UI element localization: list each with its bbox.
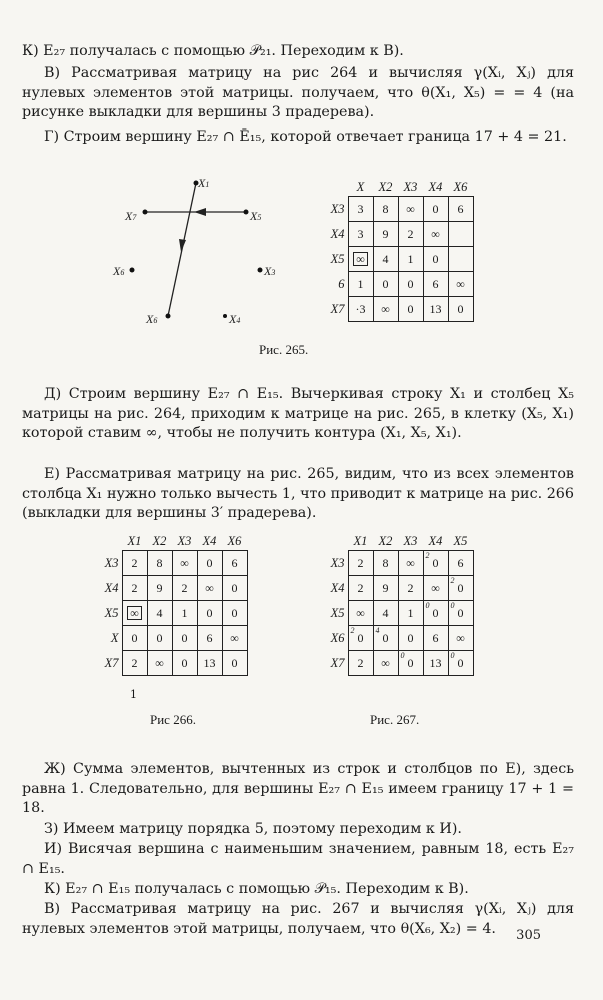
matrix-cell: 0 <box>222 576 247 601</box>
label-x6: X6 <box>113 264 125 278</box>
row-header: X3 <box>330 201 345 216</box>
matrix-cell: ∞ <box>398 197 423 222</box>
paragraph-v1: В) Рассматривая матрицу на рис 264 и вычисляя γ(Xᵢ, Xⱼ) для нулевых элементов этой матрицы. получаем, что θ(X₁, X₅) = = 4 (на рисунке выкладки для вершины 3 прадерева). <box>22 65 574 120</box>
matrix-cell: ∞ <box>373 297 398 322</box>
gamma-annotation: 2 <box>350 626 355 635</box>
label-x3: X3 <box>264 264 276 278</box>
matrix-row <box>326 551 473 576</box>
matrix-cell: 6 <box>448 197 473 222</box>
gamma-annotation: 2 <box>450 576 455 585</box>
matrix-cell: 6 <box>197 626 222 651</box>
node-x3 <box>258 268 263 273</box>
matrix-cell: 0 4 <box>373 626 398 651</box>
node-x6 <box>130 268 135 273</box>
caption-266: Рис 266. <box>150 712 196 727</box>
matrix-cell: 0 <box>172 651 197 676</box>
gamma-annotation: 0 <box>425 601 430 610</box>
matrix-cell: 0 <box>197 551 222 576</box>
graph-figure <box>100 165 300 335</box>
matrix-cell: ∞ <box>398 551 423 576</box>
matrix-cell: 0 0 <box>448 601 473 626</box>
column-header: X5 <box>453 533 468 548</box>
row-header: X4 <box>330 226 345 241</box>
paragraph-k1: К) E₂₇ получалась с помощью 𝒫₂₁. Переходим к В). <box>22 43 404 59</box>
matrix-row <box>100 576 247 601</box>
matrix-cell: 2 <box>172 576 197 601</box>
label-x7: X7 <box>125 209 137 223</box>
matrix-corner <box>326 532 348 551</box>
matrix-cell: 0 <box>448 297 473 322</box>
row-header: X5 <box>330 605 345 620</box>
matrix-cell: 0 <box>222 601 247 626</box>
matrix-265 <box>326 178 474 322</box>
matrix-cell: 2 <box>398 222 423 247</box>
paragraph-d: Д) Строим вершину E₂₇ ∩ E₁₅. Вычеркивая строку X₁ и столбец X₅ матрицы на рис. 264, приходим к матрице на рис. 265, в клетку (X₅, X₁) которой ставим ∞, чтобы не получить контура (X₁, X₅, X₁). <box>22 386 574 441</box>
column-header: X6 <box>453 179 468 194</box>
matrix-cell: ∞ <box>172 551 197 576</box>
matrix-cell: 9 <box>373 222 398 247</box>
column-header: X4 <box>428 533 443 548</box>
matrix-cell: 0 <box>423 197 448 222</box>
matrix-cell: 0 <box>398 626 423 651</box>
column-header: X3 <box>177 533 192 548</box>
row-header: X3 <box>104 555 119 570</box>
row-header: X5 <box>104 605 119 620</box>
matrix-cell: 4 <box>373 601 398 626</box>
column-header: X2 <box>378 533 393 548</box>
matrix-cell: 2 <box>398 576 423 601</box>
matrix-cell: 0 <box>373 272 398 297</box>
paragraph-k2: К) E₂₇ ∩ E₁₅ получалась с помощью 𝒫₁₅. Переходим к В). <box>44 881 469 897</box>
matrix-cell: 0 2 <box>348 626 373 651</box>
matrix-cell: 2 <box>348 551 373 576</box>
matrix-cell: 0 2 <box>423 551 448 576</box>
row-header: X4 <box>330 580 345 595</box>
matrix-cell: ∞ <box>147 651 172 676</box>
column-header: X4 <box>428 179 443 194</box>
matrix-cell: 13 <box>423 297 448 322</box>
node-x4 <box>223 314 227 318</box>
gamma-annotation: 0 <box>450 601 455 610</box>
matrix-267 <box>326 532 474 676</box>
matrix-cell: 2 <box>348 576 373 601</box>
matrix-cell: 0 0 <box>448 651 473 676</box>
matrix-cell: 0 0 <box>398 651 423 676</box>
row-header: X5 <box>330 251 345 266</box>
matrix-row <box>326 651 473 676</box>
matrix-cell: ∞ <box>423 576 448 601</box>
matrix-cell: 1 <box>348 272 373 297</box>
node-x7 <box>143 210 148 215</box>
matrix-cell: ·3 <box>348 297 373 322</box>
column-header: X1 <box>127 533 142 548</box>
paragraph-zh: Ж) Сумма элементов, вычтенных из строк и столбцов по Е), здесь равна 1. Следовательно, для вершины E₂₇ ∩ E₁₅ имеем границу 17 + 1 = 18. <box>22 761 574 816</box>
column-header: X6 <box>227 533 242 548</box>
column-header: X1 <box>353 533 368 548</box>
paragraph-e: Е) Рассматривая матрицу на рис. 265, видим, что из всех элементов столбца X₁ нужно только вычесть 1, что приводит к матрице на рис. 266 (выкладки для вершины 3′ прадерева). <box>22 466 574 521</box>
column-header: X2 <box>378 179 393 194</box>
matrix-cell: 0 <box>172 626 197 651</box>
matrix-cell: 6 <box>222 551 247 576</box>
node-x6b <box>166 314 171 319</box>
matrix-corner <box>326 178 348 197</box>
column-subtraction-mark: 1 <box>130 688 137 701</box>
label-x6b: X6 <box>146 312 158 326</box>
matrix-cell: 0 <box>222 651 247 676</box>
boxed-infinity: ∞ <box>353 252 368 266</box>
matrix-cell: 0 2 <box>448 576 473 601</box>
caption-267: Рис. 267. <box>370 712 420 727</box>
matrix-row <box>326 272 473 297</box>
matrix-row <box>326 576 473 601</box>
matrix-cell: 0 <box>147 626 172 651</box>
paragraph-v2: В) Рассматривая матрицу на рис. 267 и вычисляя γ(Xᵢ, Xⱼ) для нулевых элементов этой матрицы, получаем, что θ(X₆, X₂) = 4. <box>22 901 574 937</box>
matrix-cell: 0 <box>423 247 448 272</box>
column-header: X3 <box>403 533 418 548</box>
matrix-cell: ∞ <box>373 651 398 676</box>
matrix-cell <box>348 247 373 272</box>
arrow-head <box>194 208 206 216</box>
matrix-cell: 2 <box>122 576 147 601</box>
matrix-cell: 13 <box>423 651 448 676</box>
row-header: X4 <box>104 580 119 595</box>
column-header: X <box>356 179 365 194</box>
matrix-cell: 0 <box>398 272 423 297</box>
matrix-cell: 3 <box>348 222 373 247</box>
column-header: X4 <box>202 533 217 548</box>
matrix-row <box>326 197 473 222</box>
matrix-row <box>100 601 247 626</box>
matrix-row <box>326 247 473 272</box>
matrix-row <box>100 651 247 676</box>
matrix-cell: 4 <box>373 247 398 272</box>
matrix-cell: ∞ <box>448 272 473 297</box>
label-x5: X5 <box>250 209 262 223</box>
caption-265: Рис. 265. <box>259 342 309 357</box>
matrix-cell: 8 <box>373 551 398 576</box>
matrix-cell: 8 <box>373 197 398 222</box>
matrix-row <box>326 222 473 247</box>
matrix-cell <box>122 601 147 626</box>
matrix-cell: ∞ <box>448 626 473 651</box>
matrix-row <box>326 297 473 322</box>
row-header: X7 <box>104 655 119 670</box>
gamma-annotation: 4 <box>375 626 380 635</box>
matrix-cell: 1 <box>398 247 423 272</box>
matrix-cell: 2 <box>348 651 373 676</box>
paragraph-z: З) Имеем матрицу порядка 5, поэтому переходим к И). <box>44 821 462 837</box>
gamma-annotation: 0 <box>450 651 455 660</box>
row-header: X3 <box>330 555 345 570</box>
matrix-cell: 8 <box>147 551 172 576</box>
matrix-cell: 2 <box>122 651 147 676</box>
matrix-cell: ∞ <box>222 626 247 651</box>
matrix-cell: 0 <box>122 626 147 651</box>
node-x5 <box>244 210 249 215</box>
matrix-cell: 0 <box>197 601 222 626</box>
matrix-cell <box>448 222 473 247</box>
gamma-annotation: 0 <box>400 651 405 660</box>
matrix-cell: 13 <box>197 651 222 676</box>
matrix-corner <box>100 532 122 551</box>
row-header: X7 <box>330 301 345 316</box>
row-header: X7 <box>330 655 345 670</box>
matrix-cell: ∞ <box>197 576 222 601</box>
column-header: X3 <box>403 179 418 194</box>
matrix-row <box>100 551 247 576</box>
matrix-cell <box>448 247 473 272</box>
matrix-cell: 0 0 <box>423 601 448 626</box>
matrix-cell: 4 <box>147 601 172 626</box>
page-number: 305 <box>516 928 541 943</box>
matrix-row <box>326 626 473 651</box>
matrix-cell: ∞ <box>423 222 448 247</box>
matrix-cell: ∞ <box>348 601 373 626</box>
matrix-cell: 6 <box>423 626 448 651</box>
boxed-infinity: ∞ <box>127 606 142 620</box>
row-header: 6 <box>338 276 345 291</box>
matrix-cell: 6 <box>423 272 448 297</box>
label-x4: X4 <box>229 312 241 326</box>
column-header: X2 <box>152 533 167 548</box>
row-header: X6 <box>330 630 345 645</box>
matrix-cell: 6 <box>448 551 473 576</box>
matrix-cell: 2 <box>122 551 147 576</box>
paragraph-i: И) Висячая вершина с наименьшим значением, равным 18, есть E₂₇ ∩ E₁₅. <box>22 841 574 877</box>
gamma-annotation: 2 <box>425 551 430 560</box>
label-x1: X1 <box>198 176 210 190</box>
matrix-row <box>326 601 473 626</box>
matrix-row <box>100 626 247 651</box>
matrix-cell: 1 <box>398 601 423 626</box>
matrix-266 <box>100 532 248 676</box>
matrix-cell: 3 <box>348 197 373 222</box>
matrix-cell: 0 <box>398 297 423 322</box>
matrix-cell: 9 <box>147 576 172 601</box>
matrix-cell: 9 <box>373 576 398 601</box>
paragraph-g: Г) Строим вершину E₂₇ ∩ Ē₁₅, которой отвечает граница 17 + 4 = 21. <box>44 129 567 145</box>
row-header: X <box>110 630 119 645</box>
matrix-cell: 1 <box>172 601 197 626</box>
